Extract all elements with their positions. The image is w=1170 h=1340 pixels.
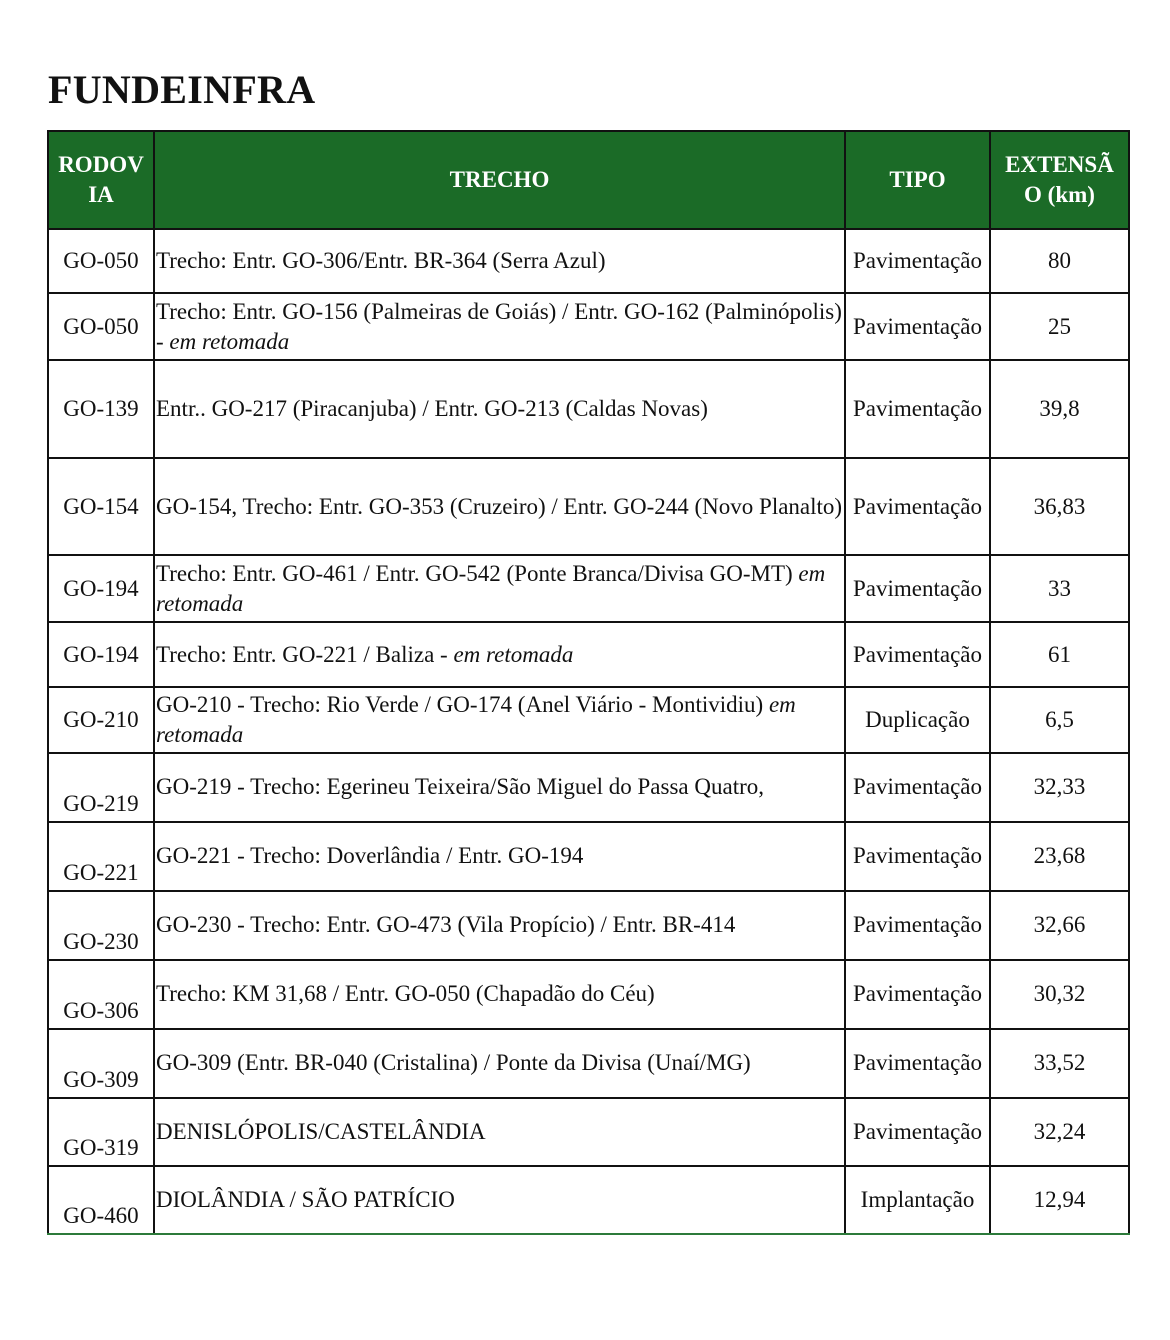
table-row [48, 360, 1129, 458]
table-row [48, 229, 1129, 293]
cell-rodovia: GO-139 [48, 360, 154, 458]
cell-rodovia: GO-194 [48, 555, 154, 622]
table-row [48, 458, 1129, 555]
table-row [48, 822, 1129, 891]
cell-extensao: 6,5 [990, 687, 1129, 753]
cell-trecho [154, 555, 845, 622]
cell-trecho [154, 822, 845, 891]
table-row [48, 555, 1129, 622]
cell-trecho [154, 753, 845, 822]
cell-trecho [154, 1029, 845, 1098]
trecho-status: em retomada [169, 328, 290, 354]
cell-trecho [154, 1098, 845, 1166]
header-extensao: EXTENSÃ O (km) [990, 131, 1129, 229]
cell-trecho [154, 360, 845, 458]
table-row [48, 293, 1129, 360]
header-rodovia: RODOV IA [48, 131, 154, 229]
table-header-row [48, 131, 1129, 229]
table-row [48, 1098, 1129, 1166]
cell-tipo: Pavimentação [845, 229, 990, 293]
cell-trecho [154, 293, 845, 360]
cell-tipo: Pavimentação [845, 960, 990, 1029]
header-trecho: TRECHO [154, 131, 845, 229]
cell-rodovia: GO-219 [48, 753, 154, 822]
cell-trecho [154, 1166, 845, 1234]
cell-trecho [154, 229, 845, 293]
trecho-text: Entr.. GO-217 (Piracanjuba) / Entr. GO-213 (Caldas Novas) [156, 396, 708, 421]
trecho-text: GO-309 (Entr. BR-040 (Cristalina) / Ponte da Divisa (Unaí/MG) [156, 1050, 751, 1075]
trecho-status: em retomada [156, 560, 826, 616]
cell-rodovia: GO-154 [48, 458, 154, 555]
table-row [48, 622, 1129, 687]
cell-tipo: Pavimentação [845, 891, 990, 960]
table-row [48, 687, 1129, 753]
trecho-text: Trecho: Entr. GO-221 / Baliza - [156, 641, 454, 667]
cell-rodovia: GO-221 [48, 822, 154, 891]
cell-tipo: Pavimentação [845, 622, 990, 687]
cell-rodovia: GO-306 [48, 960, 154, 1029]
trecho-text: DIOLÂNDIA / SÃO PATRÍCIO [156, 1187, 455, 1212]
cell-rodovia: GO-050 [48, 229, 154, 293]
cell-tipo: Pavimentação [845, 360, 990, 458]
cell-extensao: 33 [990, 555, 1129, 622]
trecho-text: GO-230 - Trecho: Entr. GO-473 (Vila Propício) / Entr. BR-414 [156, 912, 736, 937]
cell-tipo: Implantação [845, 1166, 990, 1234]
cell-extensao: 32,33 [990, 753, 1129, 822]
cell-rodovia: GO-210 [48, 687, 154, 753]
cell-trecho [154, 622, 845, 687]
cell-tipo: Pavimentação [845, 1098, 990, 1166]
cell-rodovia: GO-460 [48, 1166, 154, 1234]
cell-extensao: 23,68 [990, 822, 1129, 891]
trecho-text: Trecho: Entr. GO-461 / Entr. GO-542 (Ponte Branca/Divisa GO-MT) [156, 560, 799, 586]
cell-rodovia: GO-050 [48, 293, 154, 360]
cell-extensao: 61 [990, 622, 1129, 687]
trecho-text: GO-219 - Trecho: Egerineu Teixeira/São Miguel do Passa Quatro, [156, 774, 764, 799]
cell-extensao: 80 [990, 229, 1129, 293]
cell-trecho [154, 891, 845, 960]
trecho-text: GO-210 - Trecho: Rio Verde / GO-174 (Anel Viário - Montividiu) [156, 692, 769, 717]
cell-extensao: 25 [990, 293, 1129, 360]
cell-tipo: Pavimentação [845, 822, 990, 891]
cell-tipo: Pavimentação [845, 753, 990, 822]
cell-rodovia: GO-230 [48, 891, 154, 960]
cell-tipo: Pavimentação [845, 293, 990, 360]
table-row [48, 1166, 1129, 1234]
page-title: FUNDEINFRA [48, 67, 316, 112]
cell-trecho [154, 458, 845, 555]
cell-tipo: Duplicação [845, 687, 990, 753]
trecho-text: Trecho: Entr. GO-306/Entr. BR-364 (Serra Azul) [156, 248, 606, 273]
cell-tipo: Pavimentação [845, 1029, 990, 1098]
trecho-text: Trecho: Entr. GO-156 (Palmeiras de Goiás) / Entr. GO-162 (Palminópolis) - [156, 298, 842, 354]
cell-extensao: 33,52 [990, 1029, 1129, 1098]
cell-extensao: 36,83 [990, 458, 1129, 555]
cell-trecho [154, 687, 845, 753]
cell-extensao: 30,32 [990, 960, 1129, 1029]
table-row [48, 891, 1129, 960]
trecho-text: DENISLÓPOLIS/CASTELÂNDIA [156, 1119, 486, 1144]
trecho-text: Trecho: KM 31,68 / Entr. GO-050 (Chapadão do Céu) [156, 981, 655, 1006]
cell-rodovia: GO-309 [48, 1029, 154, 1098]
cell-extensao: 32,66 [990, 891, 1129, 960]
cell-tipo: Pavimentação [845, 555, 990, 622]
cell-extensao: 32,24 [990, 1098, 1129, 1166]
cell-rodovia: GO-194 [48, 622, 154, 687]
trecho-status: em retomada [453, 641, 574, 667]
cell-rodovia: GO-319 [48, 1098, 154, 1166]
fundeinfra-table [47, 130, 1130, 1235]
cell-trecho [154, 960, 845, 1029]
table-row [48, 1029, 1129, 1098]
trecho-text: GO-221 - Trecho: Doverlândia / Entr. GO-194 [156, 843, 584, 868]
trecho-text: GO-154, Trecho: Entr. GO-353 (Cruzeiro) / Entr. GO-244 (Novo Planalto) [156, 493, 843, 519]
cell-tipo: Pavimentação [845, 458, 990, 555]
trecho-status: em retomada [156, 692, 796, 747]
table-row [48, 753, 1129, 822]
header-tipo: TIPO [845, 131, 990, 229]
cell-extensao: 12,94 [990, 1166, 1129, 1234]
table-row [48, 960, 1129, 1029]
cell-extensao: 39,8 [990, 360, 1129, 458]
